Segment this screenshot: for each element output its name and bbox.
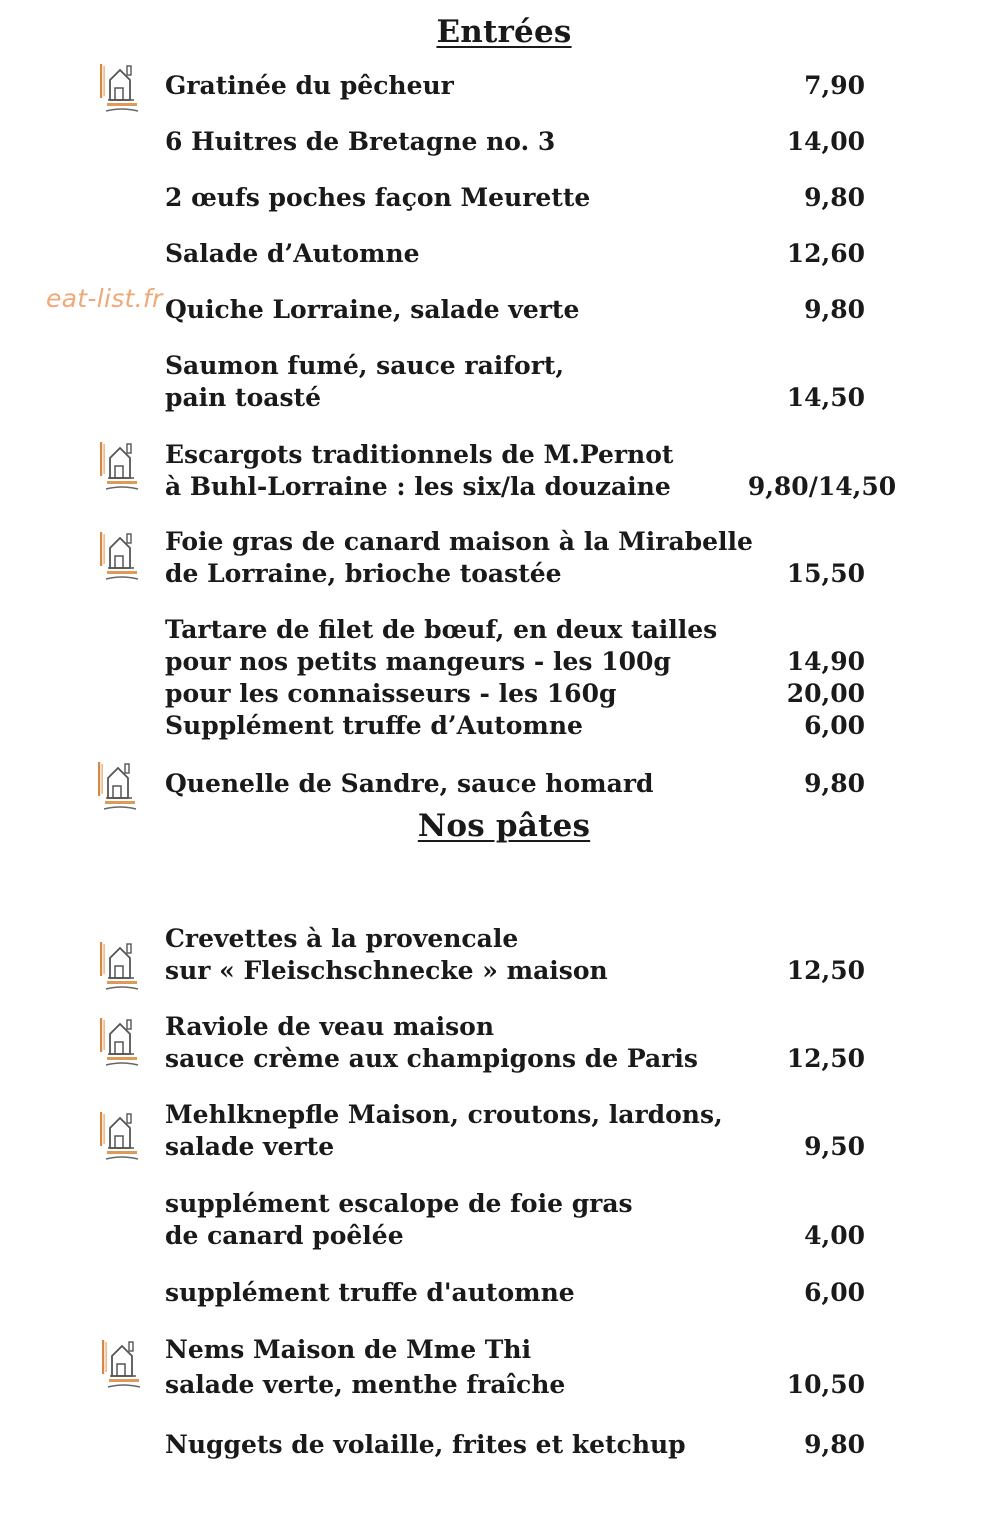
- item-name: Escargots traditionnels de M.Pernot: [165, 440, 674, 469]
- item-name: supplément escalope de foie gras: [165, 1189, 633, 1218]
- item-price: 9,80/14,50: [747, 472, 897, 501]
- item-name: Crevettes à la provencale: [165, 924, 519, 953]
- menu-item: [165, 768, 925, 800]
- item-price: 10,50: [786, 1370, 865, 1399]
- item-name: sur « Fleischschnecke » maison: [165, 956, 608, 985]
- item-price: 9,80: [804, 183, 865, 212]
- item-price: 12,60: [786, 239, 865, 268]
- item-price: 12,50: [786, 956, 865, 985]
- restaurant-logo-icon: [100, 1336, 146, 1394]
- item-price: 14,00: [786, 127, 865, 156]
- item-name: Saumon fumé, sauce raifort,: [165, 351, 565, 380]
- restaurant-logo-icon: [98, 60, 144, 118]
- item-name: 6 Huitres de Bretagne no. 3: [165, 127, 556, 156]
- item-name: supplément truffe d'automne: [165, 1278, 575, 1307]
- menu-item: [165, 350, 925, 414]
- restaurant-logo-icon: [98, 438, 144, 496]
- item-name: Nuggets de volaille, frites et ketchup: [165, 1430, 686, 1459]
- menu-item: [165, 1334, 925, 1401]
- menu-item: [165, 1099, 925, 1163]
- item-price: 9,80: [804, 769, 865, 798]
- item-name: Foie gras de canard maison à la Mirabelle: [165, 527, 753, 556]
- item-name: Tartare de filet de bœuf, en deux tailles: [165, 615, 718, 644]
- option-label: Supplément truffe d’Automne: [165, 711, 583, 740]
- item-name: Quiche Lorraine, salade verte: [165, 295, 580, 324]
- item-name: de canard poêlée: [165, 1221, 404, 1250]
- menu-item: [165, 614, 925, 742]
- restaurant-logo-icon: [98, 938, 144, 996]
- pates-heading: Nos pâtes: [417, 808, 591, 844]
- watermark: eat-list.fr: [46, 284, 163, 313]
- item-name: Raviole de veau maison: [165, 1012, 495, 1041]
- menu-item: [165, 182, 925, 214]
- item-name: salade verte, menthe fraîche: [165, 1370, 566, 1399]
- item-name: Mehlknepfle Maison, croutons, lardons,: [165, 1100, 723, 1129]
- menu-item: [165, 923, 925, 987]
- menu-item: [165, 439, 925, 503]
- option-price: 14,90: [786, 647, 865, 676]
- menu-item: [165, 1429, 925, 1461]
- restaurant-logo-icon: [98, 1108, 144, 1166]
- item-price: 9,80: [804, 295, 865, 324]
- item-name: de Lorraine, brioche toastée: [165, 559, 562, 588]
- item-price: 14,50: [786, 383, 865, 412]
- item-name: à Buhl-Lorraine : les six/la douzaine: [165, 472, 671, 501]
- option-price: 20,00: [786, 679, 865, 708]
- item-price: 7,90: [804, 71, 865, 100]
- restaurant-logo-icon: [98, 528, 144, 586]
- menu-item: [165, 294, 925, 326]
- item-name: Nems Maison de Mme Thi: [165, 1335, 532, 1364]
- option-label: pour nos petits mangeurs - les 100g: [165, 647, 671, 676]
- menu-item: [165, 238, 925, 270]
- item-name: Quenelle de Sandre, sauce homard: [165, 769, 654, 798]
- item-name: 2 œufs poches façon Meurette: [165, 183, 591, 212]
- item-name: pain toasté: [165, 383, 322, 412]
- item-price: 9,80: [804, 1430, 865, 1459]
- item-name: Gratinée du pêcheur: [165, 71, 454, 100]
- restaurant-logo-icon: [98, 1014, 144, 1072]
- entrees-heading: Entrées: [436, 14, 572, 50]
- item-price: 15,50: [786, 559, 865, 588]
- item-name: salade verte: [165, 1132, 335, 1161]
- menu-item: [165, 126, 925, 158]
- option-label: pour les connaisseurs - les 160g: [165, 679, 617, 708]
- menu-item: [165, 1277, 925, 1309]
- menu-item: [165, 1011, 925, 1075]
- option-price: 6,00: [804, 711, 865, 740]
- item-name: sauce crème aux champigons de Paris: [165, 1044, 698, 1073]
- menu-item: [165, 70, 925, 102]
- item-name: Salade d’Automne: [165, 239, 420, 268]
- menu-item: [165, 526, 925, 590]
- item-price: 12,50: [786, 1044, 865, 1073]
- item-price: 9,50: [804, 1132, 865, 1161]
- item-price: 6,00: [804, 1278, 865, 1307]
- menu-item: [165, 1188, 925, 1252]
- item-price: 4,00: [804, 1221, 865, 1250]
